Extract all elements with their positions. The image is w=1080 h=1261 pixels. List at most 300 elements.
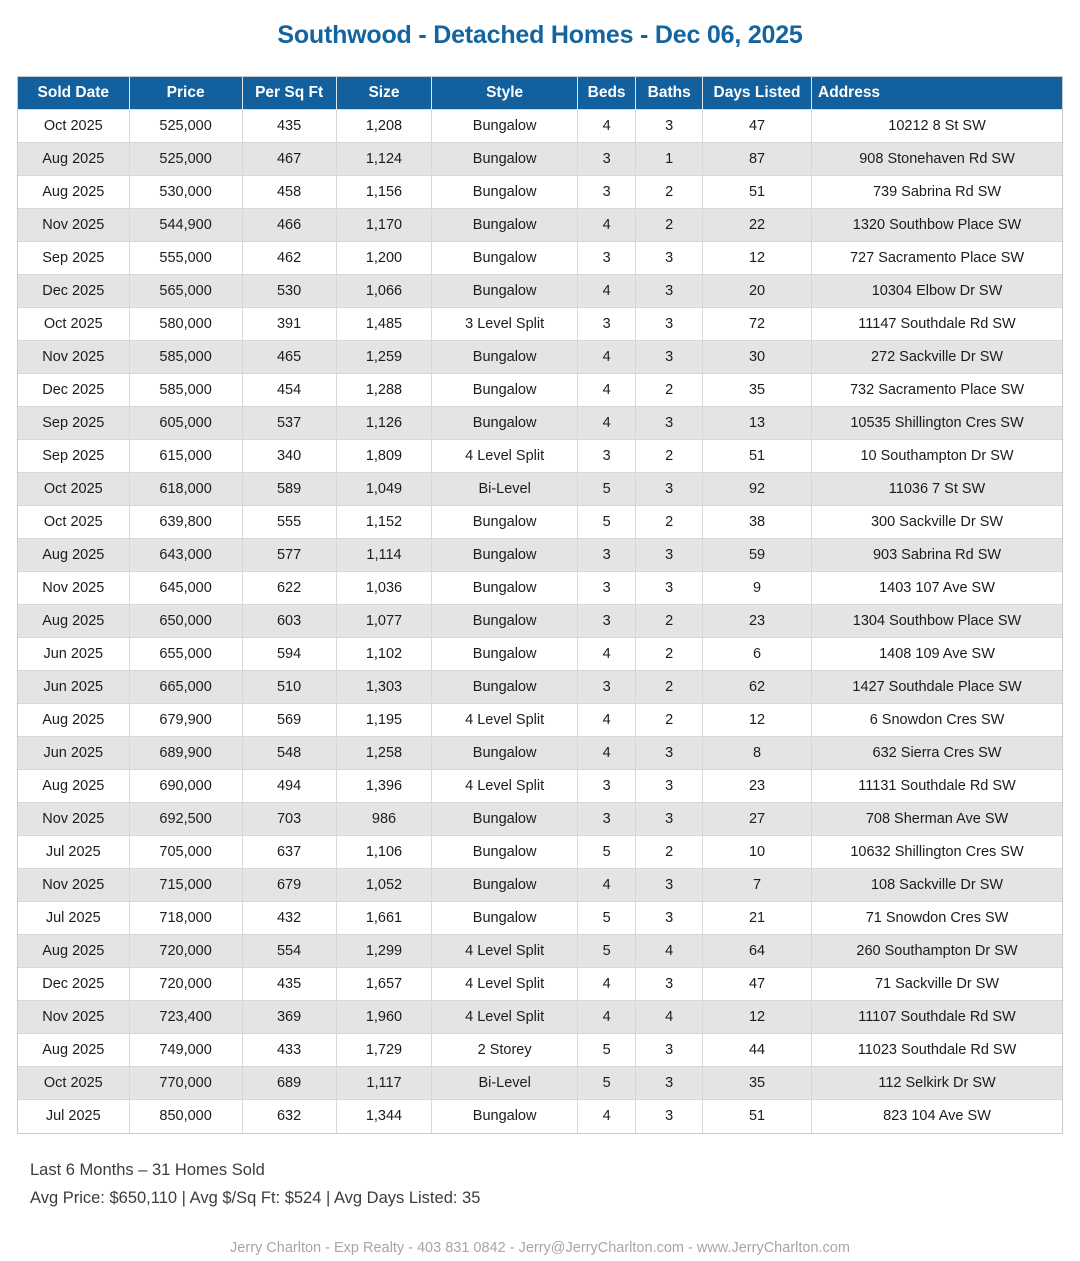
cell-baths: 1 (636, 143, 703, 176)
cell-style: Bungalow (432, 737, 577, 770)
table-row[interactable] (18, 770, 1062, 803)
cell-price: 585,000 (129, 374, 242, 407)
cell-beds: 5 (577, 1067, 636, 1100)
cell-sold_date: Oct 2025 (18, 506, 129, 539)
cell-days_listed: 35 (703, 374, 812, 407)
cell-size: 1,066 (336, 275, 432, 308)
cell-size: 1,156 (336, 176, 432, 209)
cell-days_listed: 7 (703, 869, 812, 902)
cell-size: 1,208 (336, 110, 432, 143)
cell-price: 645,000 (129, 572, 242, 605)
cell-days_listed: 20 (703, 275, 812, 308)
cell-baths: 2 (636, 506, 703, 539)
cell-baths: 3 (636, 803, 703, 836)
cell-beds: 3 (577, 143, 636, 176)
cell-address: 108 Sackville Dr SW (812, 869, 1062, 902)
cell-style: Bungalow (432, 869, 577, 902)
cell-beds: 5 (577, 506, 636, 539)
cell-price: 665,000 (129, 671, 242, 704)
cell-sold_date: Jun 2025 (18, 671, 129, 704)
table-row[interactable] (18, 704, 1062, 737)
cell-size: 1,809 (336, 440, 432, 473)
table-row[interactable] (18, 803, 1062, 836)
cell-price: 720,000 (129, 968, 242, 1001)
cell-per_sq_ft: 555 (242, 506, 336, 539)
cell-baths: 2 (636, 638, 703, 671)
table-body (18, 110, 1062, 1133)
cell-beds: 3 (577, 671, 636, 704)
cell-days_listed: 30 (703, 341, 812, 374)
column-header-price[interactable]: Price (129, 77, 242, 110)
cell-beds: 5 (577, 836, 636, 869)
cell-price: 555,000 (129, 242, 242, 275)
cell-beds: 3 (577, 176, 636, 209)
cell-price: 720,000 (129, 935, 242, 968)
cell-beds: 3 (577, 605, 636, 638)
cell-price: 690,000 (129, 770, 242, 803)
cell-beds: 3 (577, 803, 636, 836)
cell-days_listed: 9 (703, 572, 812, 605)
cell-sold_date: Aug 2025 (18, 704, 129, 737)
column-header-beds[interactable]: Beds (577, 77, 636, 110)
cell-style: Bungalow (432, 209, 577, 242)
cell-address: 11131 Southdale Rd SW (812, 770, 1062, 803)
cell-size: 1,200 (336, 242, 432, 275)
table-row[interactable] (18, 242, 1062, 275)
cell-address: 1304 Southbow Place SW (812, 605, 1062, 638)
cell-per_sq_ft: 548 (242, 737, 336, 770)
cell-size: 1,344 (336, 1100, 432, 1133)
cell-beds: 4 (577, 704, 636, 737)
agent-attribution: Jerry Charlton - Exp Realty - 403 831 0842 - Jerry@JerryCharlton.com - www.JerryCharlton.com (230, 1239, 850, 1256)
table-row[interactable] (18, 374, 1062, 407)
cell-baths: 3 (636, 1067, 703, 1100)
table-header (18, 77, 1062, 110)
cell-beds: 4 (577, 407, 636, 440)
cell-days_listed: 8 (703, 737, 812, 770)
cell-baths: 3 (636, 572, 703, 605)
cell-price: 618,000 (129, 473, 242, 506)
table-row[interactable] (18, 1067, 1062, 1100)
table-row[interactable] (18, 539, 1062, 572)
cell-baths: 3 (636, 242, 703, 275)
cell-address: 10632 Shillington Cres SW (812, 836, 1062, 869)
cell-style: Bungalow (432, 671, 577, 704)
table-row[interactable] (18, 473, 1062, 506)
table-row[interactable] (18, 176, 1062, 209)
cell-per_sq_ft: 530 (242, 275, 336, 308)
table-row[interactable] (18, 935, 1062, 968)
cell-days_listed: 44 (703, 1034, 812, 1067)
cell-beds: 3 (577, 770, 636, 803)
cell-per_sq_ft: 594 (242, 638, 336, 671)
cell-beds: 4 (577, 1001, 636, 1034)
cell-sold_date: Dec 2025 (18, 968, 129, 1001)
cell-address: 908 Stonehaven Rd SW (812, 143, 1062, 176)
column-header-days-listed[interactable]: Days Listed (703, 77, 812, 110)
table-row[interactable] (18, 143, 1062, 176)
cell-address: 10304 Elbow Dr SW (812, 275, 1062, 308)
cell-days_listed: 47 (703, 110, 812, 143)
cell-price: 525,000 (129, 110, 242, 143)
cell-address: 1320 Southbow Place SW (812, 209, 1062, 242)
cell-style: Bungalow (432, 176, 577, 209)
cell-days_listed: 59 (703, 539, 812, 572)
cell-style: 4 Level Split (432, 440, 577, 473)
table-row[interactable] (18, 671, 1062, 704)
cell-beds: 4 (577, 1100, 636, 1133)
page-title: Southwood - Detached Homes - Dec 06, 2025 (277, 21, 803, 49)
cell-beds: 5 (577, 473, 636, 506)
cell-price: 530,000 (129, 176, 242, 209)
cell-per_sq_ft: 632 (242, 1100, 336, 1133)
cell-price: 749,000 (129, 1034, 242, 1067)
cell-baths: 3 (636, 770, 703, 803)
cell-size: 1,195 (336, 704, 432, 737)
cell-style: Bungalow (432, 572, 577, 605)
cell-baths: 2 (636, 209, 703, 242)
cell-style: 2 Storey (432, 1034, 577, 1067)
cell-sold_date: Jul 2025 (18, 836, 129, 869)
cell-per_sq_ft: 637 (242, 836, 336, 869)
cell-size: 1,077 (336, 605, 432, 638)
table-row[interactable] (18, 1034, 1062, 1067)
cell-price: 715,000 (129, 869, 242, 902)
cell-days_listed: 12 (703, 242, 812, 275)
table-row[interactable] (18, 968, 1062, 1001)
table-row[interactable] (18, 836, 1062, 869)
cell-price: 544,900 (129, 209, 242, 242)
cell-address: 727 Sacramento Place SW (812, 242, 1062, 275)
cell-sold_date: Aug 2025 (18, 539, 129, 572)
cell-sold_date: Aug 2025 (18, 770, 129, 803)
cell-size: 1,117 (336, 1067, 432, 1100)
cell-address: 732 Sacramento Place SW (812, 374, 1062, 407)
table-row[interactable] (18, 275, 1062, 308)
cell-baths: 2 (636, 176, 703, 209)
cell-style: 4 Level Split (432, 770, 577, 803)
cell-per_sq_ft: 369 (242, 1001, 336, 1034)
cell-baths: 2 (636, 836, 703, 869)
cell-size: 1,052 (336, 869, 432, 902)
cell-beds: 4 (577, 374, 636, 407)
column-header-per-sq-ft[interactable]: Per Sq Ft (242, 77, 336, 110)
cell-size: 1,036 (336, 572, 432, 605)
cell-address: 10212 8 St SW (812, 110, 1062, 143)
cell-address: 260 Southampton Dr SW (812, 935, 1062, 968)
cell-days_listed: 6 (703, 638, 812, 671)
cell-address: 1427 Southdale Place SW (812, 671, 1062, 704)
cell-price: 770,000 (129, 1067, 242, 1100)
cell-price: 679,900 (129, 704, 242, 737)
cell-beds: 4 (577, 209, 636, 242)
cell-price: 605,000 (129, 407, 242, 440)
cell-beds: 4 (577, 110, 636, 143)
cell-size: 1,661 (336, 902, 432, 935)
cell-beds: 3 (577, 308, 636, 341)
cell-style: Bi-Level (432, 1067, 577, 1100)
cell-price: 639,800 (129, 506, 242, 539)
cell-address: 903 Sabrina Rd SW (812, 539, 1062, 572)
cell-price: 565,000 (129, 275, 242, 308)
cell-style: Bungalow (432, 275, 577, 308)
table-row[interactable] (18, 506, 1062, 539)
cell-style: 4 Level Split (432, 1001, 577, 1034)
cell-style: Bungalow (432, 638, 577, 671)
cell-baths: 3 (636, 968, 703, 1001)
cell-price: 655,000 (129, 638, 242, 671)
cell-beds: 4 (577, 275, 636, 308)
cell-size: 1,258 (336, 737, 432, 770)
listings-table (18, 77, 1062, 1133)
cell-beds: 3 (577, 572, 636, 605)
cell-baths: 2 (636, 605, 703, 638)
column-header-size[interactable]: Size (336, 77, 432, 110)
cell-per_sq_ft: 467 (242, 143, 336, 176)
cell-sold_date: Nov 2025 (18, 803, 129, 836)
cell-style: 3 Level Split (432, 308, 577, 341)
cell-days_listed: 12 (703, 704, 812, 737)
cell-per_sq_ft: 465 (242, 341, 336, 374)
cell-style: 4 Level Split (432, 704, 577, 737)
cell-per_sq_ft: 454 (242, 374, 336, 407)
cell-address: 11147 Southdale Rd SW (812, 308, 1062, 341)
cell-sold_date: Jul 2025 (18, 1100, 129, 1133)
cell-days_listed: 47 (703, 968, 812, 1001)
cell-baths: 3 (636, 1100, 703, 1133)
cell-days_listed: 13 (703, 407, 812, 440)
cell-baths: 3 (636, 308, 703, 341)
cell-per_sq_ft: 679 (242, 869, 336, 902)
cell-address: 1403 107 Ave SW (812, 572, 1062, 605)
cell-days_listed: 87 (703, 143, 812, 176)
cell-baths: 2 (636, 704, 703, 737)
cell-baths: 4 (636, 935, 703, 968)
column-header-style[interactable]: Style (432, 77, 577, 110)
cell-baths: 3 (636, 473, 703, 506)
cell-days_listed: 38 (703, 506, 812, 539)
cell-style: Bi-Level (432, 473, 577, 506)
cell-style: Bungalow (432, 1100, 577, 1133)
cell-sold_date: Nov 2025 (18, 209, 129, 242)
cell-sold_date: Nov 2025 (18, 341, 129, 374)
cell-price: 723,400 (129, 1001, 242, 1034)
cell-baths: 2 (636, 440, 703, 473)
cell-per_sq_ft: 689 (242, 1067, 336, 1100)
cell-baths: 3 (636, 902, 703, 935)
cell-per_sq_ft: 603 (242, 605, 336, 638)
cell-beds: 3 (577, 440, 636, 473)
cell-size: 1,126 (336, 407, 432, 440)
cell-days_listed: 12 (703, 1001, 812, 1034)
cell-sold_date: Dec 2025 (18, 374, 129, 407)
cell-address: 823 104 Ave SW (812, 1100, 1062, 1133)
cell-baths: 3 (636, 539, 703, 572)
cell-per_sq_ft: 340 (242, 440, 336, 473)
cell-size: 1,102 (336, 638, 432, 671)
cell-per_sq_ft: 432 (242, 902, 336, 935)
cell-days_listed: 62 (703, 671, 812, 704)
table-row[interactable] (18, 341, 1062, 374)
cell-size: 1,299 (336, 935, 432, 968)
cell-style: 4 Level Split (432, 935, 577, 968)
cell-per_sq_ft: 589 (242, 473, 336, 506)
cell-baths: 3 (636, 341, 703, 374)
cell-address: 11036 7 St SW (812, 473, 1062, 506)
cell-price: 580,000 (129, 308, 242, 341)
table-row[interactable] (18, 440, 1062, 473)
cell-beds: 5 (577, 935, 636, 968)
cell-per_sq_ft: 537 (242, 407, 336, 440)
cell-style: Bungalow (432, 539, 577, 572)
cell-beds: 5 (577, 1034, 636, 1067)
table-header-row (18, 77, 1062, 110)
cell-per_sq_ft: 703 (242, 803, 336, 836)
cell-sold_date: Oct 2025 (18, 473, 129, 506)
table-row[interactable] (18, 1001, 1062, 1034)
table-row[interactable] (18, 605, 1062, 638)
cell-sold_date: Nov 2025 (18, 1001, 129, 1034)
cell-sold_date: Nov 2025 (18, 572, 129, 605)
cell-price: 615,000 (129, 440, 242, 473)
cell-price: 850,000 (129, 1100, 242, 1133)
table-row[interactable] (18, 1100, 1062, 1133)
cell-style: Bungalow (432, 902, 577, 935)
cell-sold_date: Sep 2025 (18, 242, 129, 275)
cell-baths: 2 (636, 671, 703, 704)
cell-style: Bungalow (432, 605, 577, 638)
summary-line-averages: Avg Price: $650,110 | Avg $/Sq Ft: $524 | Avg Days Listed: 35 (30, 1188, 481, 1207)
cell-baths: 3 (636, 275, 703, 308)
cell-size: 1,152 (336, 506, 432, 539)
cell-sold_date: Jul 2025 (18, 902, 129, 935)
cell-size: 1,303 (336, 671, 432, 704)
listings-table-container (17, 76, 1063, 1134)
cell-address: 739 Sabrina Rd SW (812, 176, 1062, 209)
cell-per_sq_ft: 433 (242, 1034, 336, 1067)
cell-days_listed: 35 (703, 1067, 812, 1100)
column-header-baths[interactable]: Baths (636, 77, 703, 110)
cell-days_listed: 22 (703, 209, 812, 242)
cell-price: 705,000 (129, 836, 242, 869)
table-row[interactable] (18, 869, 1062, 902)
cell-size: 1,106 (336, 836, 432, 869)
cell-address: 632 Sierra Cres SW (812, 737, 1062, 770)
cell-address: 6 Snowdon Cres SW (812, 704, 1062, 737)
cell-sold_date: Oct 2025 (18, 308, 129, 341)
cell-style: Bungalow (432, 803, 577, 836)
table-row[interactable] (18, 110, 1062, 143)
cell-address: 11107 Southdale Rd SW (812, 1001, 1062, 1034)
cell-days_listed: 27 (703, 803, 812, 836)
cell-baths: 2 (636, 374, 703, 407)
cell-baths: 4 (636, 1001, 703, 1034)
cell-size: 1,170 (336, 209, 432, 242)
cell-days_listed: 51 (703, 176, 812, 209)
cell-style: Bungalow (432, 341, 577, 374)
cell-baths: 3 (636, 1034, 703, 1067)
cell-days_listed: 23 (703, 605, 812, 638)
summary-line-homes-sold: Last 6 Months – 31 Homes Sold (30, 1160, 265, 1179)
cell-style: Bungalow (432, 110, 577, 143)
column-header-address[interactable]: Address (812, 77, 1062, 110)
cell-address: 1408 109 Ave SW (812, 638, 1062, 671)
cell-per_sq_ft: 622 (242, 572, 336, 605)
cell-days_listed: 51 (703, 1100, 812, 1133)
column-header-sold-date[interactable]: Sold Date (18, 77, 129, 110)
cell-per_sq_ft: 458 (242, 176, 336, 209)
cell-days_listed: 51 (703, 440, 812, 473)
cell-per_sq_ft: 554 (242, 935, 336, 968)
cell-sold_date: Aug 2025 (18, 605, 129, 638)
cell-days_listed: 21 (703, 902, 812, 935)
cell-baths: 3 (636, 737, 703, 770)
cell-address: 300 Sackville Dr SW (812, 506, 1062, 539)
table-row[interactable] (18, 737, 1062, 770)
table-row[interactable] (18, 638, 1062, 671)
cell-sold_date: Aug 2025 (18, 143, 129, 176)
cell-address: 10535 Shillington Cres SW (812, 407, 1062, 440)
cell-price: 650,000 (129, 605, 242, 638)
cell-size: 1,657 (336, 968, 432, 1001)
cell-style: Bungalow (432, 836, 577, 869)
cell-sold_date: Jun 2025 (18, 737, 129, 770)
cell-price: 718,000 (129, 902, 242, 935)
cell-beds: 5 (577, 902, 636, 935)
table-row[interactable] (18, 572, 1062, 605)
cell-price: 692,500 (129, 803, 242, 836)
cell-per_sq_ft: 494 (242, 770, 336, 803)
cell-per_sq_ft: 435 (242, 110, 336, 143)
cell-address: 10 Southampton Dr SW (812, 440, 1062, 473)
cell-sold_date: Jun 2025 (18, 638, 129, 671)
table-row[interactable] (18, 902, 1062, 935)
cell-per_sq_ft: 435 (242, 968, 336, 1001)
cell-style: Bungalow (432, 407, 577, 440)
cell-price: 643,000 (129, 539, 242, 572)
cell-address: 708 Sherman Ave SW (812, 803, 1062, 836)
cell-per_sq_ft: 577 (242, 539, 336, 572)
cell-style: Bungalow (432, 242, 577, 275)
summary-block (30, 1156, 1080, 1212)
cell-days_listed: 72 (703, 308, 812, 341)
table-row[interactable] (18, 407, 1062, 440)
cell-days_listed: 92 (703, 473, 812, 506)
cell-size: 1,259 (336, 341, 432, 374)
cell-per_sq_ft: 569 (242, 704, 336, 737)
cell-address: 11023 Southdale Rd SW (812, 1034, 1062, 1067)
cell-size: 1,485 (336, 308, 432, 341)
cell-sold_date: Nov 2025 (18, 869, 129, 902)
cell-sold_date: Oct 2025 (18, 1067, 129, 1100)
cell-sold_date: Dec 2025 (18, 275, 129, 308)
cell-address: 272 Sackville Dr SW (812, 341, 1062, 374)
cell-sold_date: Sep 2025 (18, 440, 129, 473)
cell-beds: 4 (577, 869, 636, 902)
cell-size: 1,729 (336, 1034, 432, 1067)
table-row[interactable] (18, 308, 1062, 341)
cell-beds: 4 (577, 737, 636, 770)
cell-sold_date: Aug 2025 (18, 1034, 129, 1067)
cell-size: 986 (336, 803, 432, 836)
cell-size: 1,114 (336, 539, 432, 572)
table-row[interactable] (18, 209, 1062, 242)
cell-beds: 4 (577, 968, 636, 1001)
cell-style: Bungalow (432, 374, 577, 407)
cell-beds: 3 (577, 242, 636, 275)
cell-beds: 3 (577, 539, 636, 572)
cell-sold_date: Oct 2025 (18, 110, 129, 143)
